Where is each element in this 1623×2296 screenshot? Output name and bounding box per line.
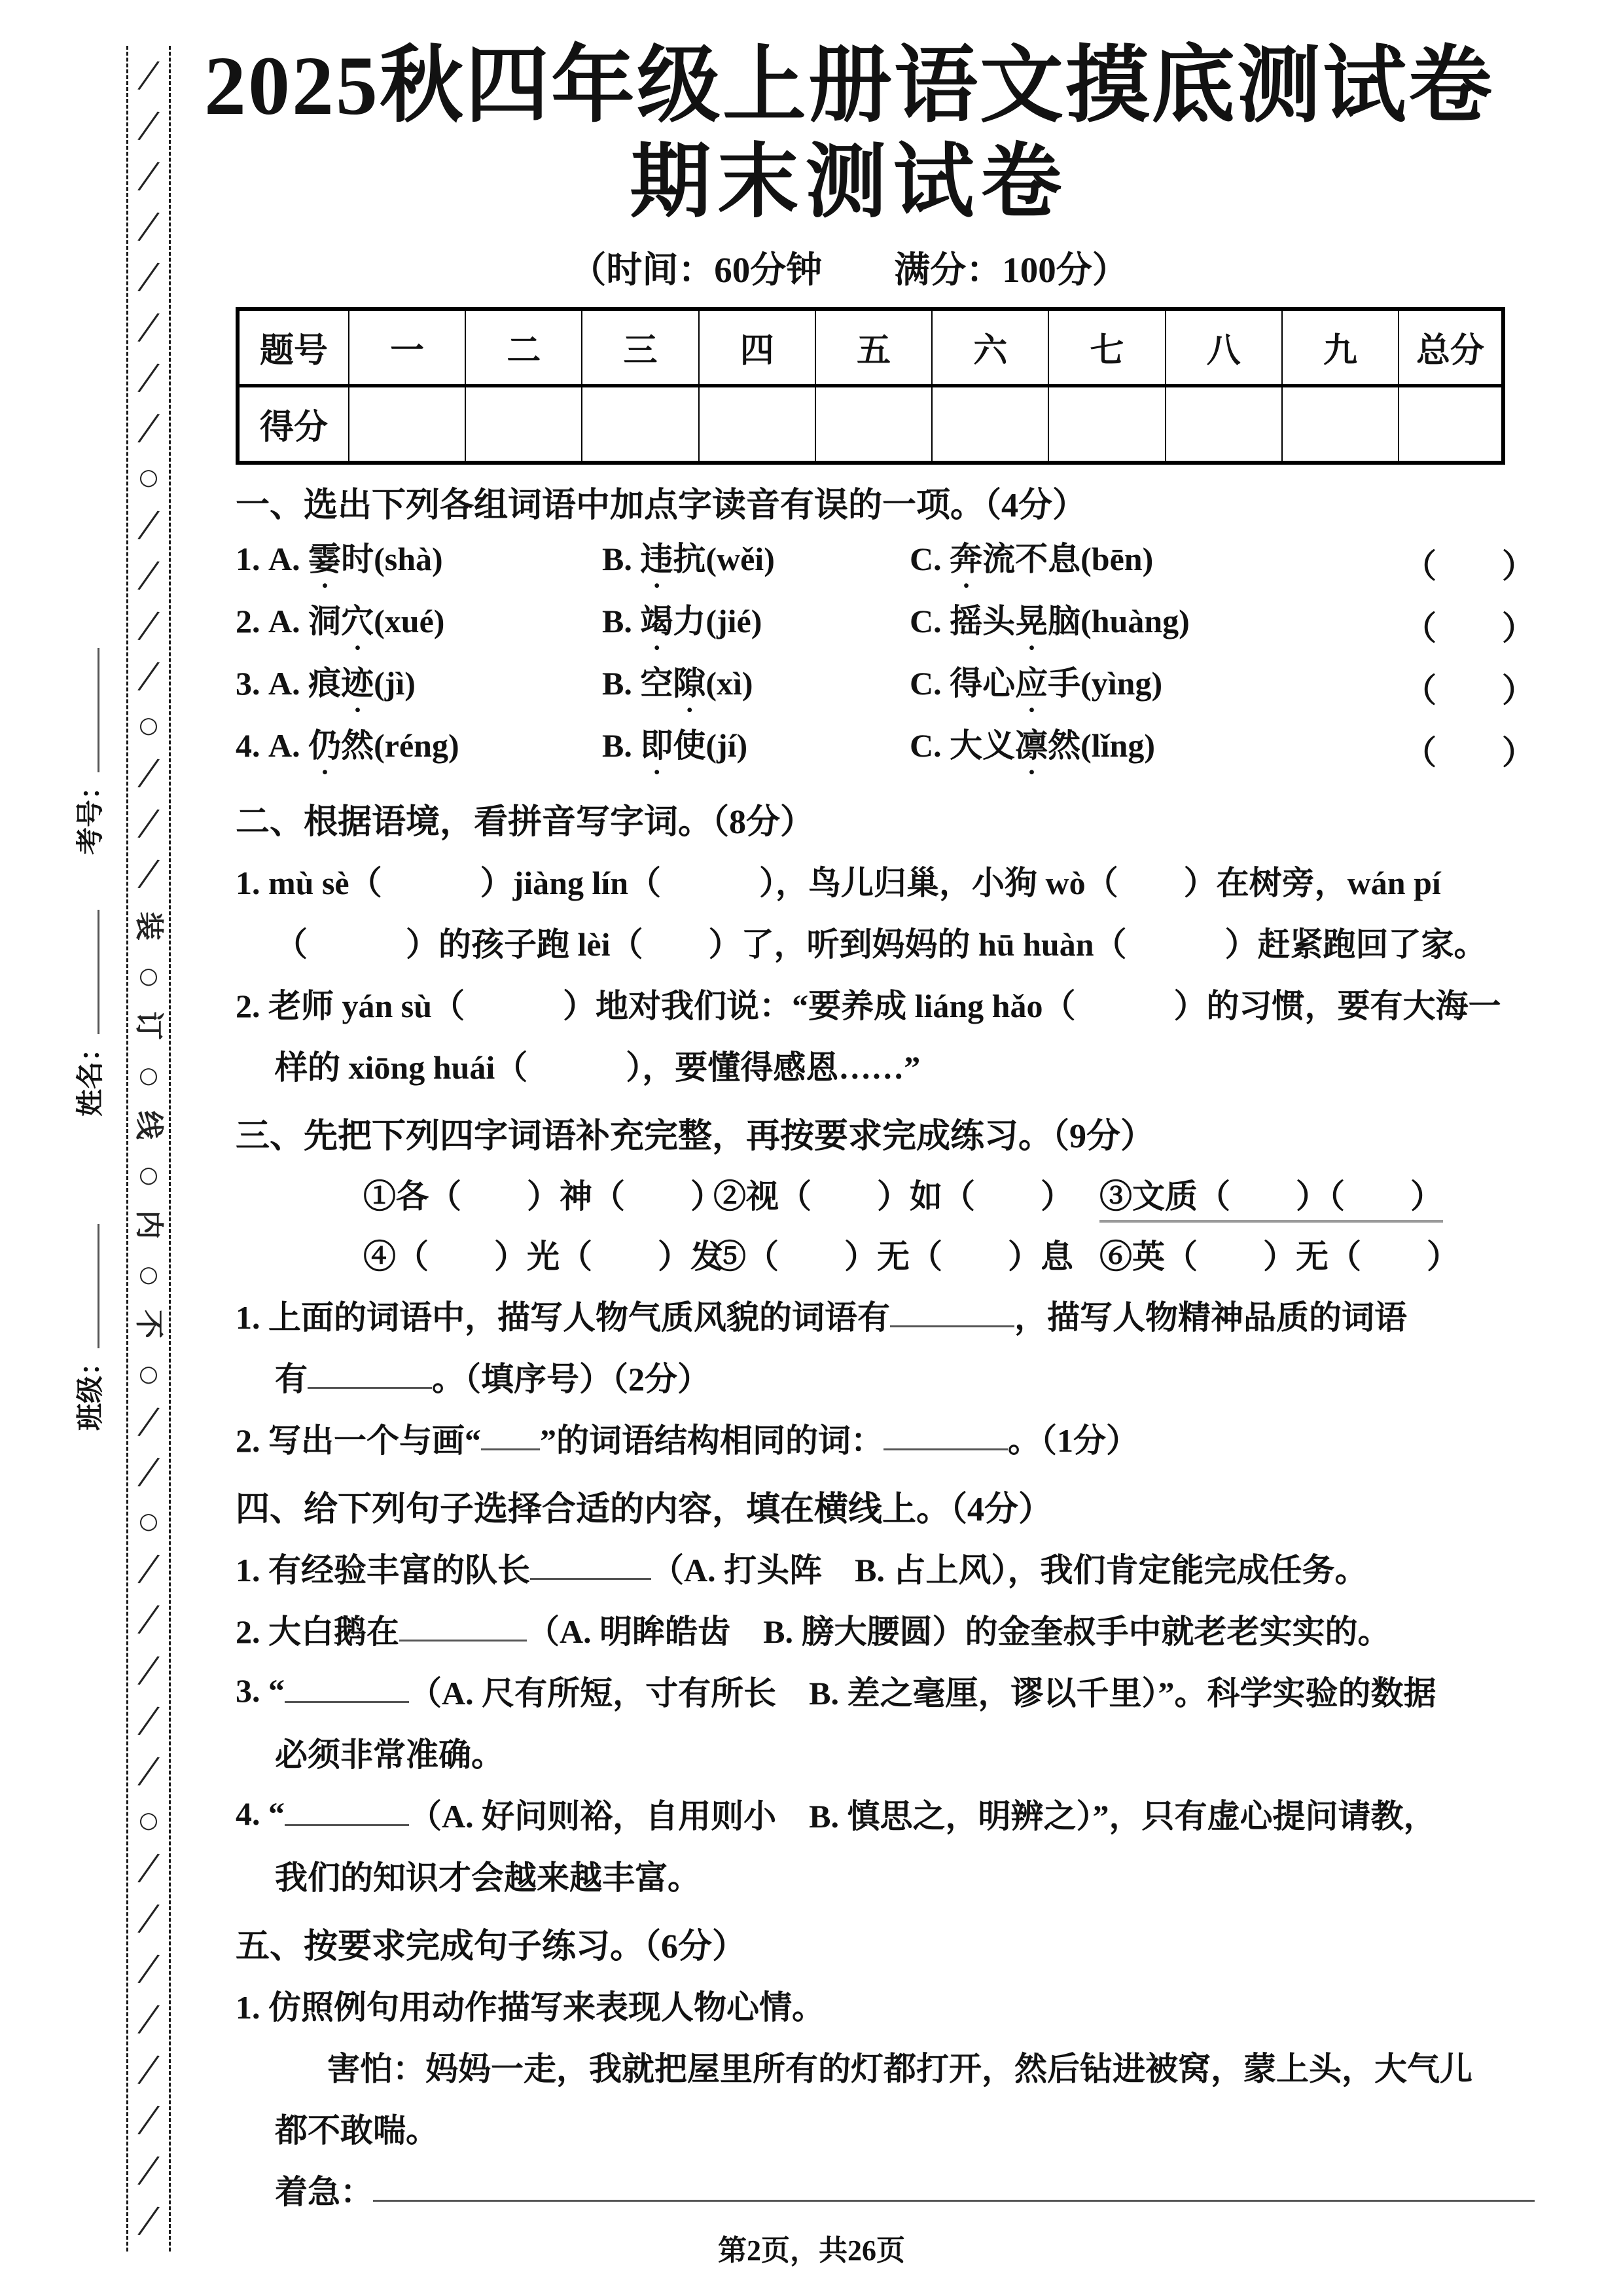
section-5-heading: 五、按要求完成句子练习。（6分） xyxy=(236,1928,747,1966)
seal-slash: ╱ xyxy=(138,110,159,143)
score-empty-cell xyxy=(1166,386,1282,463)
score-empty-cell xyxy=(349,386,465,463)
score-empty-cell xyxy=(815,386,932,463)
dotted-char: 违 xyxy=(640,540,673,577)
score-empty-cell xyxy=(465,386,582,463)
seal-circle: ○ xyxy=(139,1162,158,1189)
idiom-row-1 xyxy=(363,1164,1535,1224)
s3-question-2: 2. 写出一个与画“ ”的词语结构相同的词： 。（1分） xyxy=(236,1422,1139,1459)
s5-instruction: 1. 仿照例句用动作描写来表现人物心情。 xyxy=(236,1988,825,2026)
seal-circle: ○ xyxy=(139,1508,158,1535)
idiom-item-1: ①各（ ）神（ ） xyxy=(363,1177,723,1215)
seal-slash: ╱ xyxy=(138,362,159,395)
blank-line xyxy=(373,2176,1535,2202)
dotted-char: 迹 xyxy=(341,664,374,702)
seal-circle: ○ xyxy=(139,1806,158,1833)
s5-answer-line xyxy=(275,2159,1535,2220)
seal-char: 不 xyxy=(133,1310,165,1339)
idiom-item-6: ⑥英（ ）无（ ） xyxy=(1099,1238,1459,1275)
class-blank xyxy=(78,1224,99,1348)
seal-slash: ╱ xyxy=(138,610,159,643)
score-table xyxy=(236,307,1505,465)
option-c: C. 得心应手(yìng) xyxy=(910,664,1163,702)
blank-line xyxy=(530,1554,651,1580)
score-header-cell: 四 xyxy=(699,309,815,386)
blank-line xyxy=(308,1363,432,1389)
option-b: B. 空隙(xì) xyxy=(602,664,753,702)
idiom-row-2 xyxy=(363,1224,1535,1284)
seal-char: 订 xyxy=(133,1011,165,1041)
item-number: 2. xyxy=(236,602,260,639)
paper-content xyxy=(204,38,1535,2220)
score-header-cell: 六 xyxy=(932,309,1048,386)
s3-question-1-line-1: 1. 上面的词语中，描写人物气质风貌的词语有 ，描写人物精神品质的词语 xyxy=(236,1299,1407,1336)
answer-bracket: （ ） xyxy=(1404,548,1535,585)
dotted-char: 应 xyxy=(1015,664,1048,702)
dotted-char: 晃 xyxy=(1015,602,1048,639)
seal-slash: ╱ xyxy=(138,560,159,592)
seal-circle: ○ xyxy=(139,1361,158,1388)
seal-slash: ╱ xyxy=(138,1456,159,1489)
seal-char: 装 xyxy=(133,912,165,941)
score-header-cell: 题号 xyxy=(238,309,349,386)
seal-circle: ○ xyxy=(139,712,158,739)
underlined-idiom: ③文质（ ）（ ） xyxy=(1099,1178,1443,1223)
answer-bracket: （ ） xyxy=(1404,610,1535,647)
seal-slash: ╱ xyxy=(138,2104,159,2137)
section-4-heading: 四、给下列句子选择合适的内容，填在横线上。（4分） xyxy=(236,1491,1053,1529)
exam-number-blank xyxy=(78,648,99,772)
seal-slash: ╱ xyxy=(138,2054,159,2087)
pinyin-writing-line-2: （ ）的孩子跑 lèi（ ）了，听到妈妈的 hū huàn（ ）赶紧跑回了家。 xyxy=(275,925,1487,963)
class-label: 班级： xyxy=(76,1348,106,1431)
seal-slash: ╱ xyxy=(138,1655,159,1687)
score-header-cell: 三 xyxy=(582,309,698,386)
seal-slash: ╱ xyxy=(138,858,159,891)
seal-slash: ╱ xyxy=(138,808,159,840)
s3-question-1-line-2: 有 。（填序号）（2分） xyxy=(275,1360,710,1397)
s5-example-line-2: 都不敢喘。 xyxy=(275,2111,438,2149)
seal-label-student-name xyxy=(73,907,106,1117)
dotted-char: 竭 xyxy=(640,602,673,639)
score-empty-cell xyxy=(932,386,1048,463)
pinyin-choice-row-1 xyxy=(236,533,1535,595)
option-b: B. 竭力(jié) xyxy=(602,602,762,639)
paper-title: 2025秋四年级上册语文摸底测试卷 xyxy=(204,39,1494,132)
score-header-cell: 八 xyxy=(1166,309,1282,386)
seal-label-class xyxy=(73,1221,106,1431)
option-c: C. 摇头晃脑(huàng) xyxy=(910,602,1190,639)
option-c: C. 奔流不息(bēn) xyxy=(910,540,1154,577)
seal-char: 内 xyxy=(133,1210,165,1240)
section-3-heading: 三、先把下列四字词语补充完整，再按要求完成练习。（9分） xyxy=(236,1118,1155,1156)
option-a: 2. A. 洞穴(xué) xyxy=(236,602,445,639)
s4-item-2: 2. 大白鹅在 （A. 明眸皓齿 B. 膀大腰圆）的金奎叔手中就老老实实的。 xyxy=(236,1613,1391,1650)
seal-slash: ╱ xyxy=(138,2205,159,2238)
score-empty-cell xyxy=(699,386,815,463)
blank-line xyxy=(399,1616,527,1641)
option-a: 1. A. 霎时(shà) xyxy=(236,540,443,577)
option-a: 4. A. 仍然(réng) xyxy=(236,726,459,764)
pinyin-writing-line-4: 样的 xiōng huái（ ），要懂得感恩……” xyxy=(275,1049,921,1086)
student-name-label: 姓名： xyxy=(76,1033,106,1117)
exam-number-label: 考号： xyxy=(76,772,106,855)
score-table-score-row xyxy=(238,386,1503,463)
seal-slash: ╱ xyxy=(138,1604,159,1636)
item-number: 4. xyxy=(236,726,260,764)
score-empty-cell xyxy=(582,386,698,463)
s4-item-4-continuation: 我们的知识才会越来越丰富。 xyxy=(275,1859,700,1896)
score-header-cell: 九 xyxy=(1282,309,1399,386)
seal-slash: ╱ xyxy=(138,1903,159,1935)
dotted-char: 奔 xyxy=(950,540,983,577)
option-a: 3. A. 痕迹(jì) xyxy=(236,664,416,702)
seal-slash: ╱ xyxy=(138,2003,159,2036)
dotted-char: 即 xyxy=(640,726,673,764)
seal-slash: ╱ xyxy=(138,160,159,193)
seal-slash: ╱ xyxy=(138,757,159,790)
pinyin-choice-row-3 xyxy=(236,657,1535,719)
s4-item-3: 3. “ （A. 尺有所短，寸有所长 B. 差之毫厘，谬以千里）”。科学实验的数据 xyxy=(236,1672,1436,1712)
paper-header xyxy=(164,38,1535,293)
paper-subtitle-title: 期末测试卷 xyxy=(630,137,1069,228)
blank-line xyxy=(285,1677,409,1703)
pinyin-writing-line-3: 2. 老师 yán sù（ ）地对我们说：“要养成 liáng hǎo（ ）的习惯，要有大海一 xyxy=(236,987,1501,1024)
seal-slash: ╱ xyxy=(138,1755,159,1787)
section-1-heading: 一、选出下列各组词语中加点字读音有误的一项。（4分） xyxy=(236,487,1087,525)
student-name-blank xyxy=(78,910,99,1034)
dotted-char: 凛 xyxy=(1015,726,1048,764)
seal-slash: ╱ xyxy=(138,412,159,445)
seal-circle: ○ xyxy=(139,464,158,491)
pinyin-choice-row-4 xyxy=(236,719,1535,781)
seal-slash: ╱ xyxy=(138,660,159,693)
seal-slash: ╱ xyxy=(138,1406,159,1439)
item-number: 3. xyxy=(236,664,260,702)
idiom-item-3 xyxy=(1099,1170,1535,1217)
dotted-char: 霎 xyxy=(308,540,342,577)
section-2-heading: 二、根据语境，看拼音写字词。（8分） xyxy=(236,804,815,842)
score-header-cell: 总分 xyxy=(1399,309,1503,386)
seal-slash: ╱ xyxy=(138,1953,159,1986)
idiom-item-4: ④（ ）光（ ）发 xyxy=(363,1238,723,1275)
seal-slash: ╱ xyxy=(138,1852,159,1885)
blank-line xyxy=(890,1302,1014,1327)
score-header-cell: 五 xyxy=(815,309,932,386)
s4-item-1: 1. 有经验丰富的队长 （A. 打头阵 B. 占上风），我们肯定能完成任务。 xyxy=(236,1551,1368,1588)
s5-example-line-1: 害怕：妈妈一走，我就把屋里所有的灯都打开，然后钻进被窝，蒙上头，大气儿 xyxy=(327,2050,1472,2087)
seal-slash: ╱ xyxy=(138,211,159,243)
score-header-cell: 二 xyxy=(465,309,582,386)
pinyin-writing-line-1: 1. mù sè（ ）jiàng lín（ ），鸟儿归巢，小狗 wò（ ）在树旁，wán pí xyxy=(236,864,1441,901)
seal-slash: ╱ xyxy=(138,261,159,294)
seal-label-exam-number xyxy=(73,645,106,855)
seal-slash: ╱ xyxy=(138,2155,159,2187)
page-number: 第2页，共26页 xyxy=(718,2234,905,2267)
blank-line xyxy=(883,1425,1008,1450)
score-table-header-row xyxy=(238,309,1503,386)
score-header-cell: 一 xyxy=(349,309,465,386)
score-empty-cell xyxy=(1048,386,1165,463)
option-b: B. 违抗(wěi) xyxy=(602,540,775,577)
dotted-char: 隙 xyxy=(673,664,706,702)
dotted-char: 穴 xyxy=(341,602,374,639)
seal-slash: ╱ xyxy=(138,1705,159,1737)
seal-circle: ○ xyxy=(139,963,158,990)
idiom-item-2: ②视（ ）如（ ） xyxy=(713,1177,1073,1215)
s4-item-3-continuation: 必须非常准确。 xyxy=(275,1736,504,1773)
seal-slash: ╱ xyxy=(138,60,159,92)
seal-slash: ╱ xyxy=(138,1554,159,1586)
score-header-cell: 七 xyxy=(1048,309,1165,386)
seal-circle: ○ xyxy=(139,1062,158,1089)
answer-bracket: （ ） xyxy=(1404,734,1535,772)
dotted-char: 仍 xyxy=(308,726,342,764)
pinyin-choice-row-2 xyxy=(236,595,1535,657)
score-empty-cell xyxy=(1399,386,1503,463)
answer-bracket: （ ） xyxy=(1404,672,1535,709)
score-row-label: 得分 xyxy=(238,386,349,463)
seal-char: 线 xyxy=(133,1111,165,1140)
seal-circle: ○ xyxy=(139,1261,158,1288)
blank-line xyxy=(285,1801,409,1826)
idiom-item-5: ⑤（ ）无（ ）息 xyxy=(713,1238,1073,1275)
seal-binding-strip xyxy=(126,46,171,2251)
blank-line xyxy=(481,1425,540,1450)
seal-slash: ╱ xyxy=(138,509,159,542)
item-number: 1. xyxy=(236,540,260,577)
option-b: B. 即使(jí) xyxy=(602,726,748,764)
emotion-label: 着急： xyxy=(275,2173,373,2210)
s4-item-4: 4. “ （A. 好问则裕，自用则小 B. 慎思之，明辨之）”，只有虚心提问请教， xyxy=(236,1795,1436,1835)
option-c: C. 大义凛然(lǐng) xyxy=(910,726,1156,764)
score-empty-cell xyxy=(1282,386,1399,463)
seal-slash: ╱ xyxy=(138,312,159,344)
time-score-note: （时间：60分钟 满分：100分） xyxy=(570,249,1128,290)
